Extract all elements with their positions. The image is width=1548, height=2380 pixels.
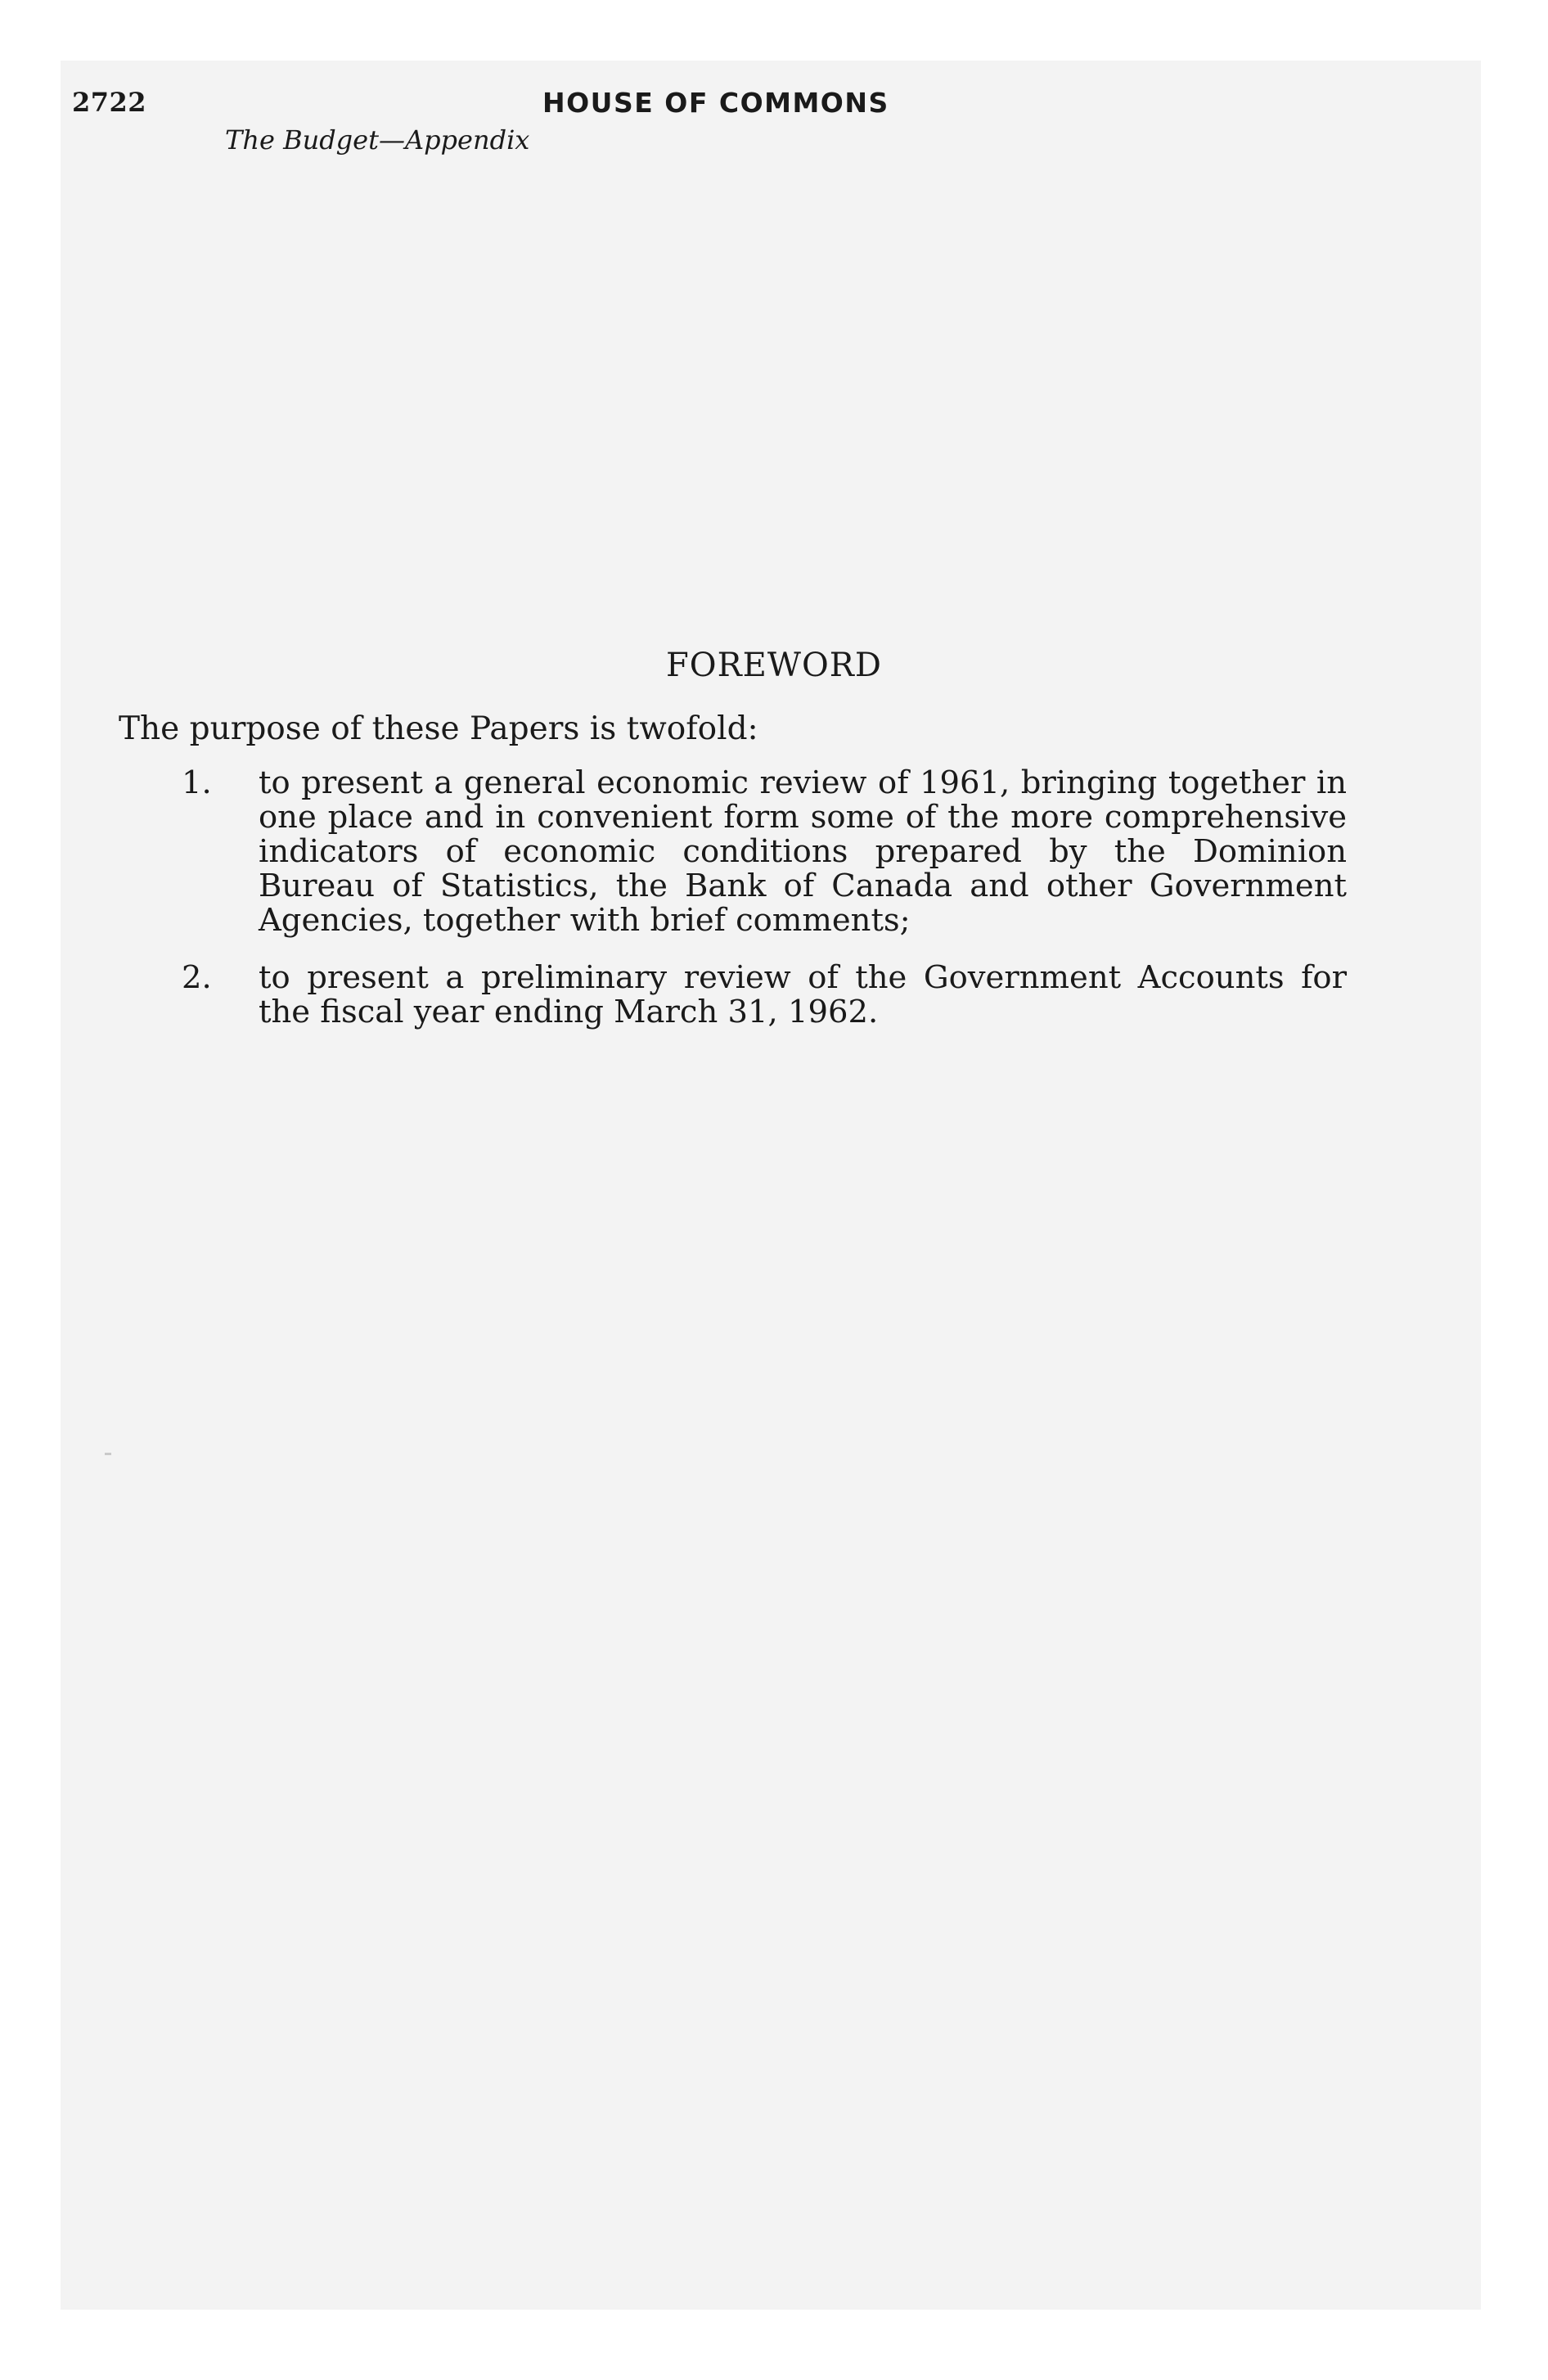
intro-paragraph: The purpose of these Papers is twofold: bbox=[119, 710, 758, 747]
page-number: 2722 bbox=[72, 87, 147, 118]
list-item-text: to present a preliminary review of the Government Accounts for the fiscal year ending March 31, 1962. bbox=[259, 959, 1347, 1030]
document-page bbox=[61, 61, 1481, 2310]
list-item-text: to present a general economic review of 1961, bringing together in one place and in convenient form some of the more comprehensive indicators of economic conditions prepared by the Dominion Bureau of Statistics, the Bank of Canada and other Government Agencies, together with brief comments; bbox=[259, 764, 1347, 939]
page-title: FOREWORD bbox=[666, 647, 882, 684]
show-through-text bbox=[61, 1092, 1481, 1152]
scan-speck bbox=[105, 1453, 111, 1455]
section-subtitle: The Budget—Appendix bbox=[225, 124, 530, 156]
list-item-number: 2. bbox=[182, 959, 212, 996]
list-item-number: 1. bbox=[182, 764, 212, 801]
running-header: HOUSE OF COMMONS bbox=[542, 87, 889, 119]
